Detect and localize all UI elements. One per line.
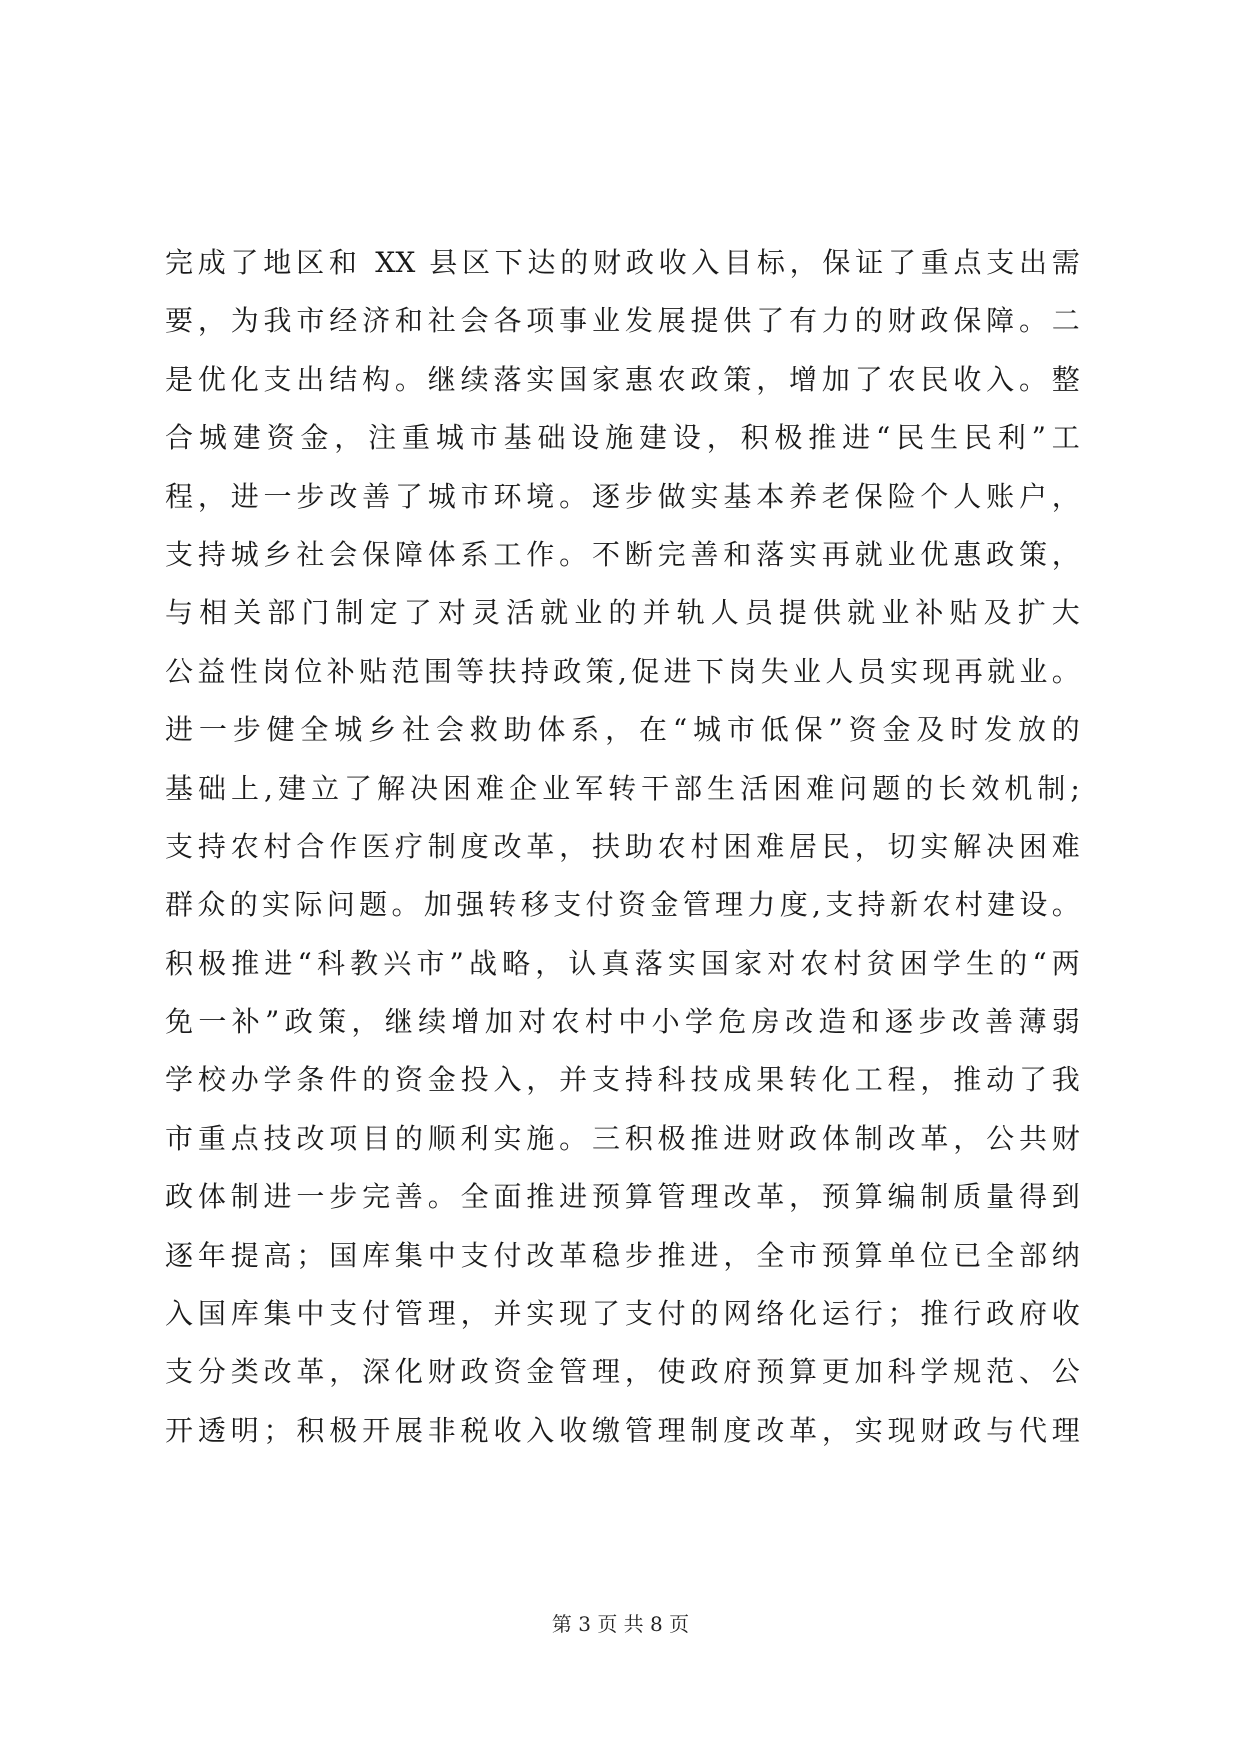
- text-line: 要，为我市经济和社会各项事业发展提供了有力的财政保障。二: [165, 304, 1080, 338]
- text-line: 与相关部门制定了对灵活就业的并轨人员提供就业补贴及扩大: [165, 596, 1080, 630]
- text-line: 公益性岗位补贴范围等扶持政策,促进下岗失业人员实现再就业。: [165, 654, 1080, 688]
- text-line: 合城建资金，注重城市基础设施建设，积极推进“民生民利”工: [165, 421, 1080, 455]
- text-line: 是优化支出结构。继续落实国家惠农政策，增加了农民收入。整: [165, 362, 1080, 396]
- text-line: 市重点技改项目的顺利实施。三积极推进财政体制改革，公共财: [165, 1121, 1080, 1155]
- text-line: 支持农村合作医疗制度改革，扶助农村困难居民，切实解决困难: [165, 829, 1080, 863]
- text-line: 支持城乡社会保障体系工作。不断完善和落实再就业优惠政策，: [165, 537, 1080, 571]
- text-line: 群众的实际问题。加强转移支付资金管理力度,支持新农村建设。: [165, 888, 1080, 922]
- text-line: 完成了地区和 XX 县区下达的财政收入目标，保证了重点支出需: [165, 246, 1080, 279]
- text-line: 开透明；积极开展非税收入收缴管理制度改革，实现财政与代理: [165, 1413, 1080, 1447]
- text-line: 免一补”政策，继续增加对农村中小学危房改造和逐步改善薄弱: [165, 1005, 1080, 1039]
- text-line: 进一步健全城乡社会救助体系，在“城市低保”资金及时发放的: [165, 713, 1080, 747]
- text-line: 程，进一步改善了城市环境。逐步做实基本养老保险个人账户，: [165, 479, 1080, 513]
- text-line: 政体制进一步完善。全面推进预算管理改革，预算编制质量得到: [165, 1180, 1080, 1214]
- text-line: 基础上,建立了解决困难企业军转干部生活困难问题的长效机制;: [165, 771, 1080, 805]
- text-line: 逐年提高；国库集中支付改革稳步推进，全市预算单位已全部纳: [165, 1238, 1080, 1272]
- text-line: 积极推进“科教兴市”战略，认真落实国家对农村贫困学生的“两: [165, 946, 1080, 980]
- page-number-footer: 第 3 页 共 8 页: [551, 1612, 690, 1636]
- body-text: [165, 234, 1080, 1460]
- text-line: 支分类改革，深化财政资金管理，使政府预算更加科学规范、公: [165, 1355, 1080, 1389]
- text-line: 入国库集中支付管理，并实现了支付的网络化运行；推行政府收: [165, 1297, 1080, 1331]
- text-line: 学校办学条件的资金投入，并支持科技成果转化工程，推动了我: [165, 1063, 1080, 1097]
